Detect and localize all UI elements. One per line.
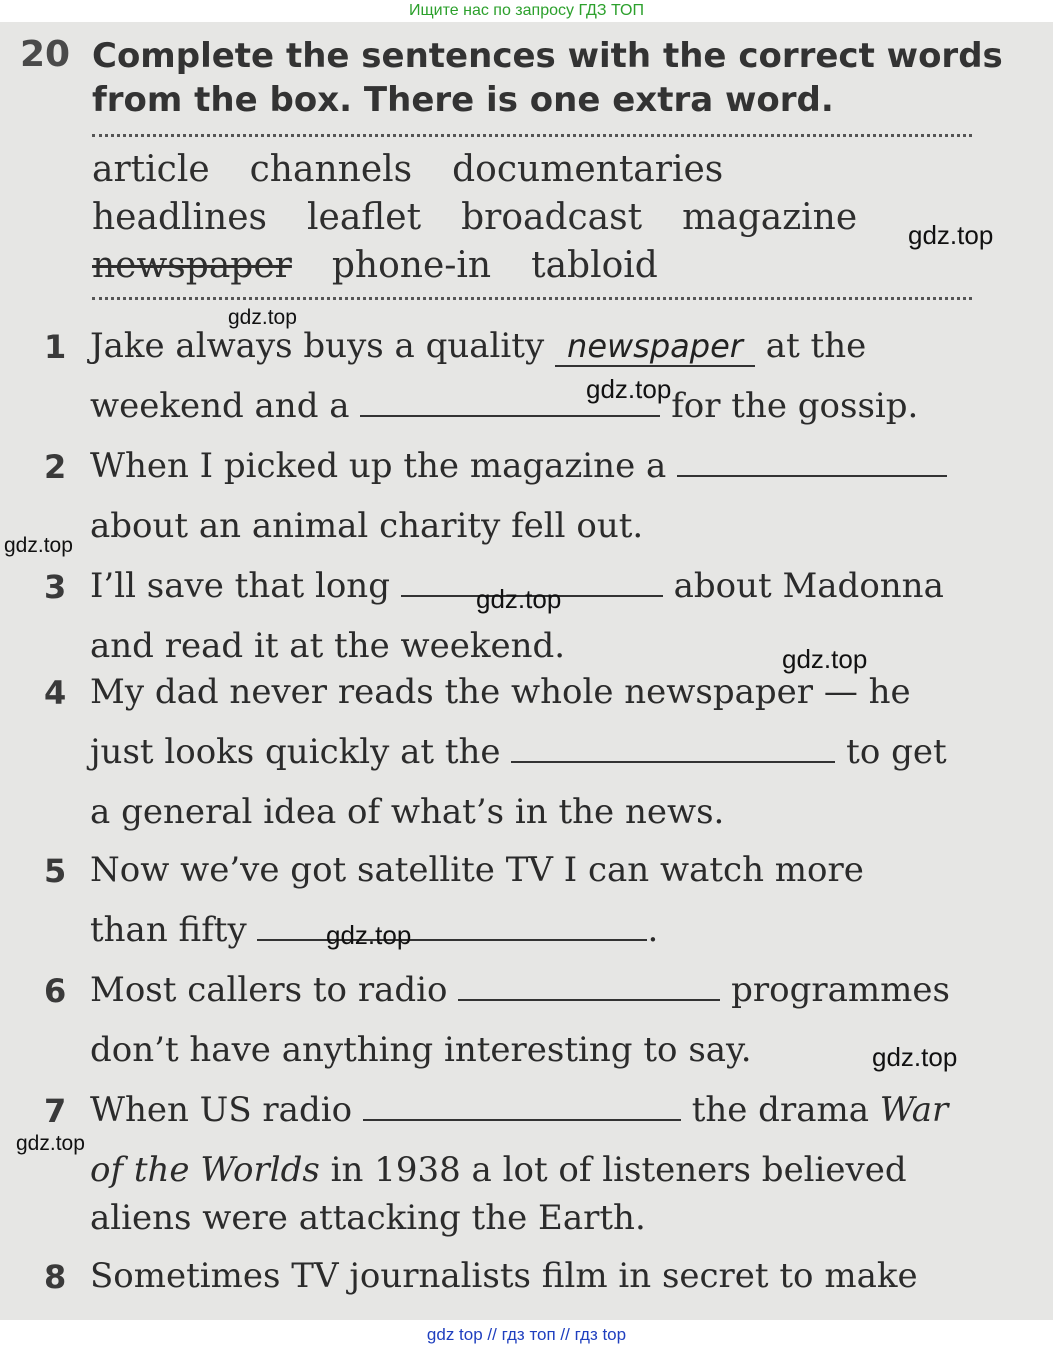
item-8-line-1	[90, 1256, 918, 1296]
item-4-line-1	[90, 672, 911, 712]
box-word: phone-in	[331, 245, 492, 286]
watermark: gdz.top	[782, 644, 868, 674]
box-word: article	[92, 149, 210, 190]
item-2-line-2	[90, 506, 643, 546]
item-number-6: 6	[44, 972, 67, 1010]
box-word: tabloid	[531, 245, 658, 286]
box-word: headlines	[92, 197, 267, 238]
word-box-row-2	[92, 198, 897, 238]
watermark: gdz.top	[16, 1132, 85, 1155]
item-text: just looks quickly at the	[90, 732, 501, 772]
item-text: Most callers to radio	[90, 970, 448, 1010]
item-1-line-2	[90, 386, 918, 426]
watermark: gdz.top	[872, 1042, 958, 1072]
item-2-line-1	[90, 446, 947, 486]
item-text: Sometimes TV journalists film in secret to make	[90, 1256, 918, 1296]
box-top-border	[92, 134, 972, 137]
item-number-4: 4	[44, 674, 67, 712]
item-5-line-1	[90, 850, 864, 890]
box-bottom-border	[92, 297, 972, 300]
answer-blank[interactable]	[363, 1118, 681, 1121]
item-text: Now we’ve got satellite TV I can watch more	[90, 850, 864, 890]
box-word: magazine	[682, 197, 858, 238]
item-text-italic: War	[879, 1090, 949, 1130]
item-text: programmes	[731, 970, 950, 1010]
item-7-line-1	[90, 1090, 948, 1130]
watermark: gdz.top	[476, 584, 562, 614]
answer-blank[interactable]	[458, 998, 720, 1001]
item-text: When I picked up the magazine a	[90, 446, 667, 486]
watermark: gdz.top	[908, 220, 994, 250]
box-word: channels	[249, 149, 413, 190]
item-text: in 1938 a lot of listeners believed	[330, 1150, 907, 1190]
item-4-line-3	[90, 792, 724, 832]
word-box-row-3	[92, 246, 698, 286]
box-word: documentaries	[452, 149, 724, 190]
answer-blank[interactable]	[511, 760, 835, 763]
word-box-row-1	[92, 150, 763, 190]
item-text: for the gossip.	[671, 386, 919, 426]
box-word-crossed-out: newspaper	[92, 245, 292, 286]
exercise-number: 20	[20, 34, 71, 75]
watermark: gdz.top	[586, 374, 672, 404]
item-6-line-1	[90, 970, 950, 1010]
watermark: gdz.top	[326, 920, 412, 950]
item-number-8: 8	[44, 1258, 67, 1296]
item-text: aliens were attacking the Earth.	[90, 1198, 646, 1238]
item-text: a general idea of what’s in the news.	[90, 792, 725, 832]
top-banner[interactable]: Ищите нас по запросу ГДЗ ТОП	[409, 2, 644, 19]
item-text: .	[647, 910, 659, 950]
item-text: about Madonna	[673, 566, 944, 606]
answer-blank[interactable]	[257, 938, 647, 941]
item-number-1: 1	[44, 328, 67, 366]
item-text: Jake always buys a quality	[90, 326, 545, 366]
watermark: gdz.top	[4, 534, 73, 557]
answer-blank[interactable]	[677, 474, 947, 477]
exercise-instruction	[92, 34, 1042, 122]
item-6-line-2	[90, 1030, 752, 1070]
item-number-5: 5	[44, 852, 67, 890]
item-1-line-1	[90, 326, 866, 367]
item-text: When US radio	[90, 1090, 353, 1130]
textbook-page	[0, 22, 1053, 1320]
item-text: don’t have anything interesting to say.	[90, 1030, 752, 1070]
item-3-line-2	[90, 626, 565, 666]
item-7-line-3	[90, 1198, 646, 1238]
item-text: to get	[846, 732, 947, 772]
item-number-3: 3	[44, 568, 67, 606]
instruction-line-2: from the box. There is one extra word.	[92, 80, 834, 120]
item-text: and read it at the weekend.	[90, 626, 566, 666]
item-text: the drama	[691, 1090, 869, 1130]
item-text-italic: of the Worlds	[90, 1150, 320, 1190]
bottom-banner[interactable]: gdz top // гдз топ // гдз top	[426, 1325, 627, 1344]
item-number-2: 2	[44, 448, 67, 486]
watermark: gdz.top	[228, 306, 297, 329]
item-text: My dad never reads the whole newspaper — he	[90, 672, 911, 712]
item-number-7: 7	[44, 1092, 67, 1130]
box-word: broadcast	[461, 197, 643, 238]
item-text: about an animal charity fell out.	[90, 506, 644, 546]
item-text: than fifty	[90, 910, 247, 950]
instruction-line-1: Complete the sentences with the correct words	[92, 36, 1003, 76]
item-text: at the	[765, 326, 867, 366]
item-text: I’ll save that long	[90, 566, 390, 606]
answer-blank[interactable]	[360, 414, 660, 417]
item-text: weekend and a	[90, 386, 350, 426]
item-4-line-2	[90, 732, 947, 772]
answer-newspaper: newspaper	[555, 327, 755, 367]
item-7-line-2	[90, 1150, 907, 1190]
box-word: leaflet	[307, 197, 422, 238]
